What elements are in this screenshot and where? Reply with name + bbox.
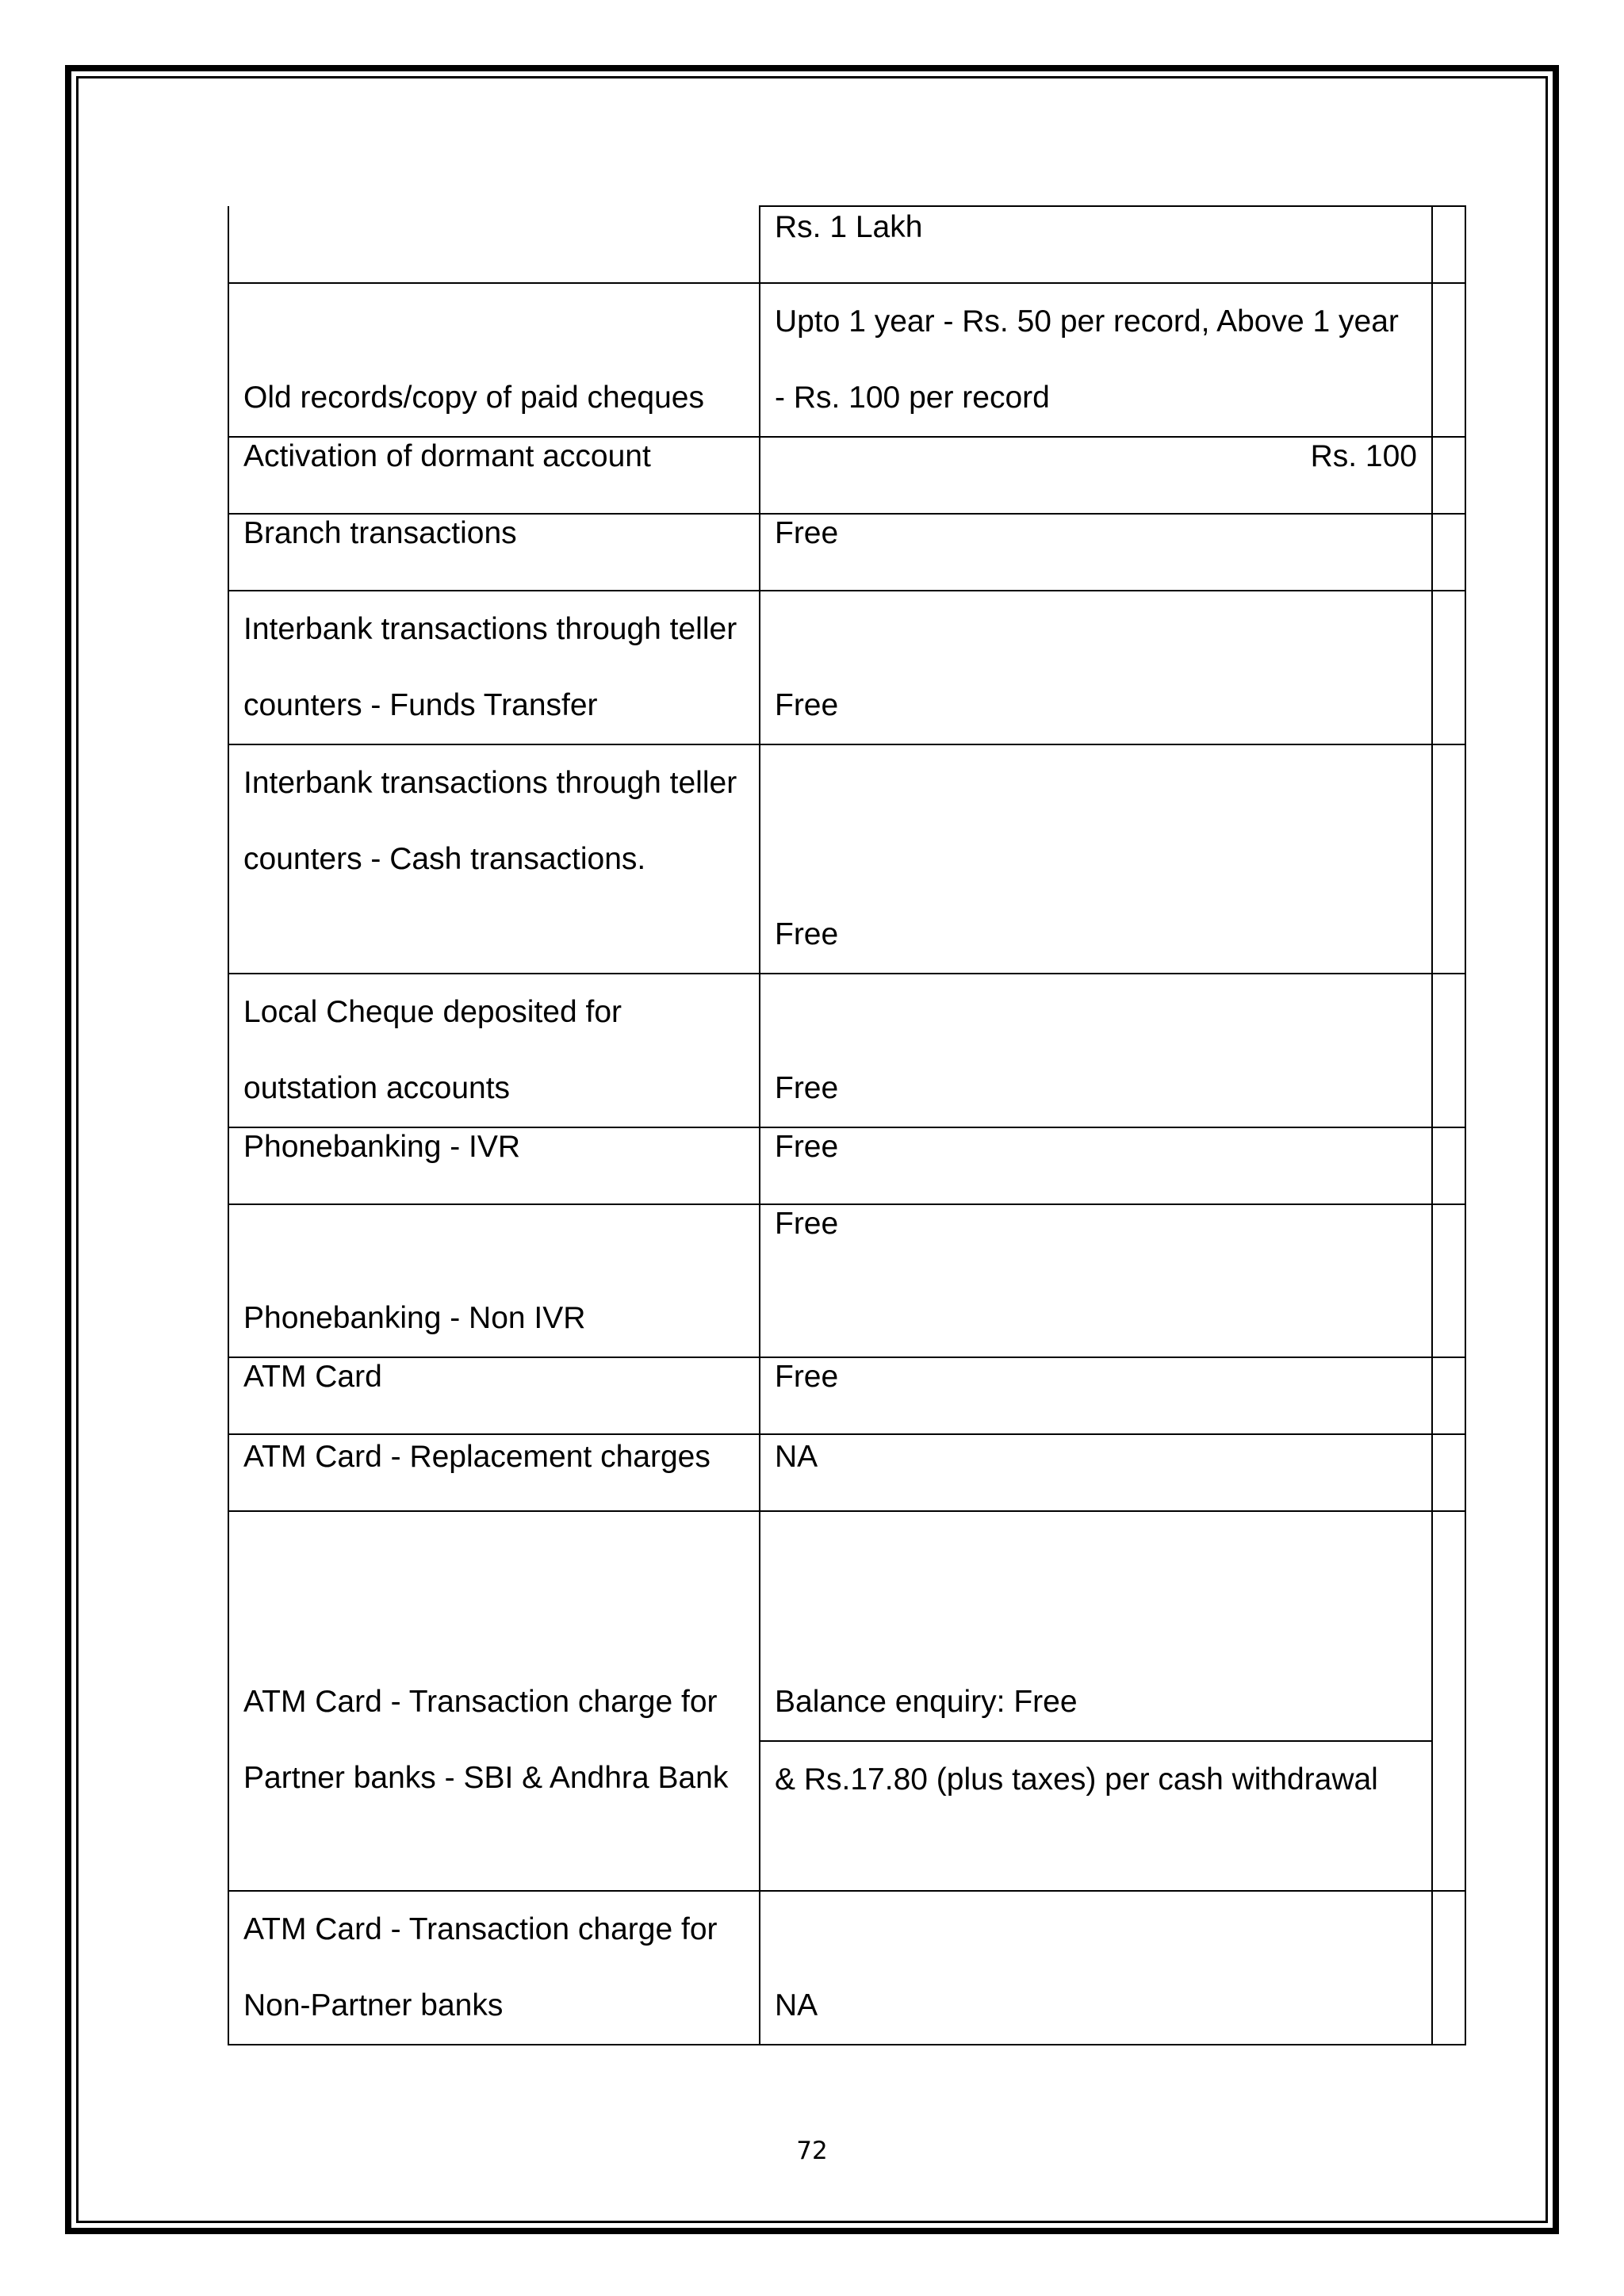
charge-cell: Rs. 100 [760,437,1432,514]
service-cell: Activation of dormant account [228,437,760,514]
extra-cell [1432,437,1465,514]
service-charges-table [228,205,1466,2045]
charge-cell: Free [760,591,1432,744]
charge-cell: Rs. 1 Lakh [760,206,1432,283]
service-cell: ATM Card - Transaction charge for Non-Partner banks [228,1891,760,2045]
service-cell: Branch transactions [228,514,760,591]
service-cell: Interbank transactions through teller counters - Cash transactions. [228,744,760,974]
charge-text: Balance enquiry: Free [775,1685,1078,1719]
charge-cell [760,1511,1432,1891]
service-cell: Phonebanking - IVR [228,1127,760,1204]
extra-cell [1432,1204,1465,1357]
service-cell: ATM Card [228,1357,760,1434]
service-text: ATM Card - Transaction charge for Partner banks - SBI & Andhra Bank [243,1685,729,1795]
table-row [228,744,1465,974]
charge-cell: Free [760,1127,1432,1204]
table-row [228,1127,1465,1204]
table-row [228,591,1465,744]
charge-cell: Upto 1 year - Rs. 50 per record, Above 1 year - Rs. 100 per record [760,283,1432,437]
page-number: 72 [796,2137,828,2165]
extra-cell [1432,591,1465,744]
extra-cell [1432,206,1465,283]
charge-continued-text: & Rs.17.80 (plus taxes) per cash withdrawal [760,1740,1431,1818]
extra-cell [1432,1127,1465,1204]
charge-cell: Free [760,744,1432,974]
extra-cell [1432,974,1465,1127]
extra-cell [1432,1891,1465,2045]
service-cell: Old records/copy of paid cheques [228,283,760,437]
extra-cell [1432,744,1465,974]
table-row [228,1511,1465,1891]
table-row [228,283,1465,437]
table-row [228,514,1465,591]
charge-cell: Free [760,1204,1432,1357]
service-cell [228,206,760,283]
service-cell: Local Cheque deposited for outstation accounts [228,974,760,1127]
charge-cell: Free [760,974,1432,1127]
extra-cell [1432,1434,1465,1511]
table-row [228,1891,1465,2045]
extra-cell [1432,1357,1465,1434]
service-cell: Phonebanking - Non IVR [228,1204,760,1357]
table-row [228,1357,1465,1434]
service-cell [228,1511,760,1891]
table-row [228,206,1465,283]
extra-cell [1432,283,1465,437]
table-row [228,1434,1465,1511]
charge-cell: Free [760,1357,1432,1434]
extra-cell [1432,1511,1465,1891]
table-row [228,1204,1465,1357]
table-row [228,974,1465,1127]
charge-cell: NA [760,1891,1432,2045]
extra-cell [1432,514,1465,591]
table-row [228,437,1465,514]
service-cell: ATM Card - Replacement charges [228,1434,760,1511]
charge-cell: Free [760,514,1432,591]
charge-cell: NA [760,1434,1432,1511]
service-cell: Interbank transactions through teller counters - Funds Transfer [228,591,760,744]
